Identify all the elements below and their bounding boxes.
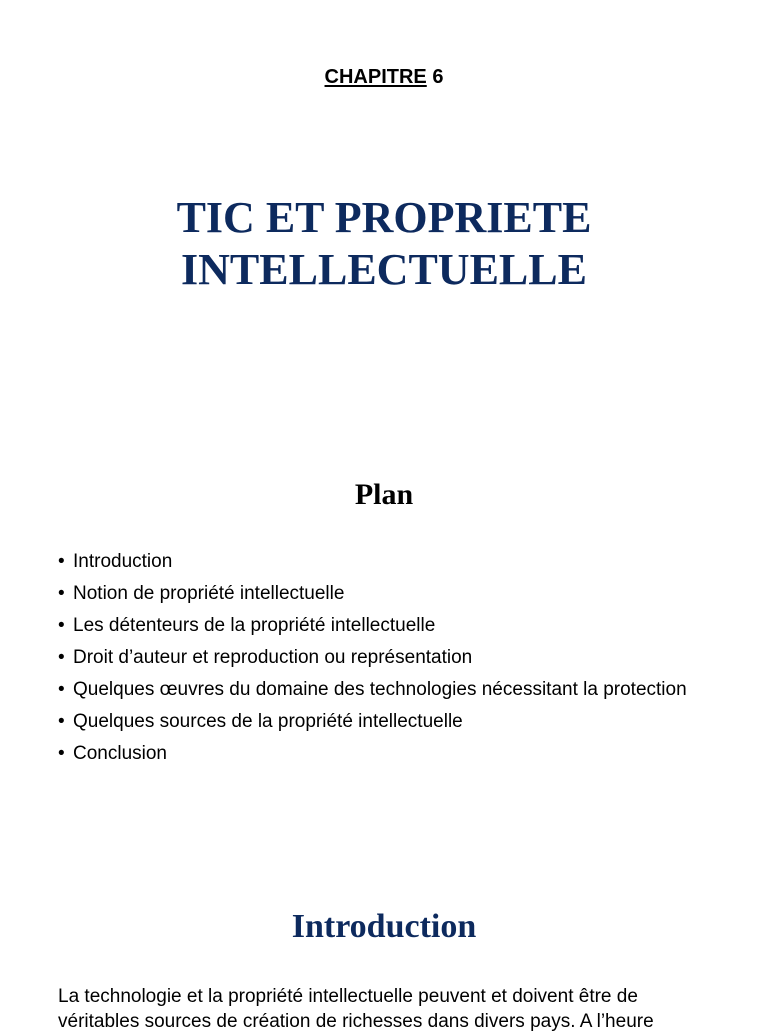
- chapter-label: [0, 66, 768, 89]
- document-title-line-1: TIC ET PROPRIETE: [176, 193, 592, 242]
- plan-list: [58, 550, 698, 774]
- bullet-icon: •: [58, 647, 65, 668]
- bullet-icon: •: [58, 583, 65, 604]
- introduction-paragraph: La technologie et la propriété intellectuelle peuvent et doivent être de véritables sources de création de richesses dans divers pays. A l’heure: [58, 986, 654, 1032]
- chapter-number: 6: [432, 66, 444, 88]
- bullet-icon: •: [58, 711, 65, 732]
- plan-item: [58, 742, 698, 766]
- plan-item: [58, 678, 698, 702]
- document-title-line-2: INTELLECTUELLE: [181, 245, 587, 294]
- plan-item-text: Conclusion: [73, 743, 167, 764]
- plan-item: [58, 614, 698, 638]
- plan-item-text: Notion de propriété intellectuelle: [73, 583, 345, 604]
- bullet-icon: •: [58, 679, 65, 700]
- plan-item-text: Droit d’auteur et reproduction ou représentation: [73, 647, 473, 668]
- plan-item: [58, 582, 698, 606]
- plan-item-text: Quelques œuvres du domaine des technologies nécessitant la protection: [73, 679, 687, 700]
- document-title: [0, 192, 768, 296]
- introduction-heading: Introduction: [291, 908, 477, 945]
- plan-heading: Plan: [354, 478, 414, 511]
- chapter-word: CHAPITRE: [324, 66, 427, 88]
- bullet-icon: •: [58, 743, 65, 764]
- bullet-icon: •: [58, 551, 65, 572]
- plan-item: [58, 550, 698, 574]
- plan-item-text: Introduction: [73, 551, 173, 572]
- plan-item: [58, 646, 698, 670]
- plan-item: [58, 710, 698, 734]
- bullet-icon: •: [58, 615, 65, 636]
- plan-item-text: Quelques sources de la propriété intellectuelle: [73, 711, 463, 732]
- plan-item-text: Les détenteurs de la propriété intellectuelle: [73, 615, 436, 636]
